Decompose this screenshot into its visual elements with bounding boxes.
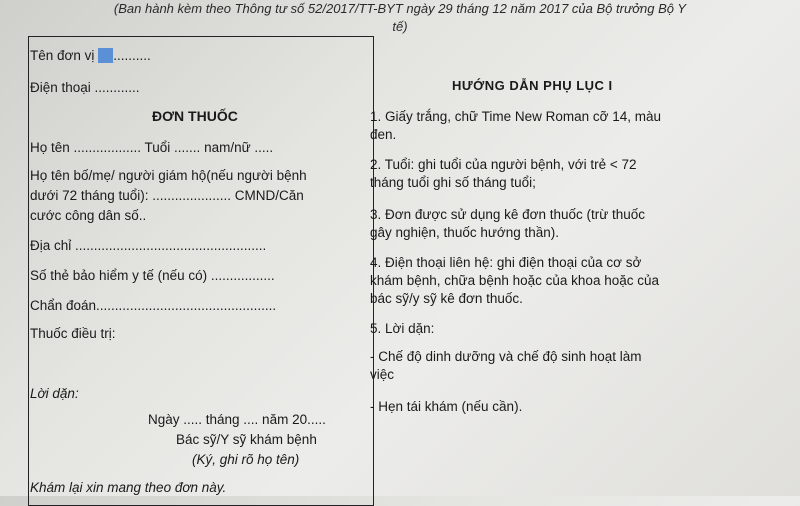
unit-name-field[interactable] (30, 48, 151, 63)
diagnosis-line: Chẩn đoán................................................ (30, 298, 277, 313)
address-line: Địa chỉ ................................................... (30, 238, 267, 253)
guide-item-4b: khám bệnh, chữa bệnh hoặc của khoa hoặc của (370, 273, 659, 288)
document-header (30, 0, 770, 36)
guide-item-3a: 3. Đơn được sử dụng kê đơn thuốc (trừ thuốc (370, 207, 646, 222)
unit-name-dots: .......... (113, 48, 151, 63)
form-title: ĐƠN THUỐC (152, 108, 238, 124)
guide-item-1a: 1. Giấy trắng, chữ Time New Roman cỡ 14, màu (370, 109, 662, 124)
guide-title: HƯỚNG DẪN PHỤ LỤC I (452, 78, 613, 93)
name-age-line: Họ tên .................. Tuổi ....... nam/nữ ..... (30, 140, 274, 155)
insurance-line: Số thẻ bảo hiểm y tế (nếu có) ................. (30, 268, 275, 283)
treatment-label: Thuốc điều trị: (30, 326, 116, 341)
guide-item-2b: tháng tuổi ghi số tháng tuổi; (370, 175, 536, 190)
form-footer: Khám lại xin mang theo đơn này. (30, 480, 227, 495)
guide-item-5a: - Chế độ dinh dưỡng và chế độ sinh hoạt làm (370, 349, 642, 364)
header-line-2: tế) (392, 19, 408, 34)
guardian-line-1: Họ tên bố/mẹ/ người giám hộ(nếu người bệnh (30, 168, 307, 183)
guide-item-5: 5. Lời dặn: (370, 321, 435, 336)
unit-name-label: Tên đơn vị (30, 48, 95, 63)
guide-item-3b: gây nghiện, thuốc hướng thần). (370, 225, 560, 240)
header-line-1: (Ban hành kèm theo Thông tư số 52/2017/TT-BYT ngày 29 tháng 12 năm 2017 của Bộ trưởng Bộ Y (113, 1, 687, 16)
guide-item-4a: 4. Điện thoại liên hệ: ghi điện thoại của cơ sở (370, 255, 642, 270)
signature-note: (Ký, ghi rõ họ tên) (192, 452, 300, 467)
advice-label: Lời dặn: (30, 386, 79, 401)
guardian-line-3: cước công dân số.. (30, 208, 147, 223)
text-selection: __ (98, 48, 114, 63)
guardian-line-2: dưới 72 tháng tuổi): ..................... CMND/Căn (30, 188, 304, 203)
doctor-label: Bác sỹ/Y sỹ khám bệnh (176, 432, 317, 447)
guide-item-4c: bác sỹ/y sỹ kê đơn thuốc. (370, 291, 523, 306)
guide-item-2a: 2. Tuổi: ghi tuổi của người bệnh, với trẻ < 72 (370, 157, 637, 172)
phone-field: Điện thoại ............ (30, 80, 140, 95)
guide-item-1b: đen. (370, 127, 397, 142)
date-line: Ngày ..... tháng .... năm 20..... (148, 412, 326, 427)
guide-item-5c: - Hẹn tái khám (nếu cần). (370, 399, 523, 414)
guide-item-5b: việc (370, 367, 395, 382)
